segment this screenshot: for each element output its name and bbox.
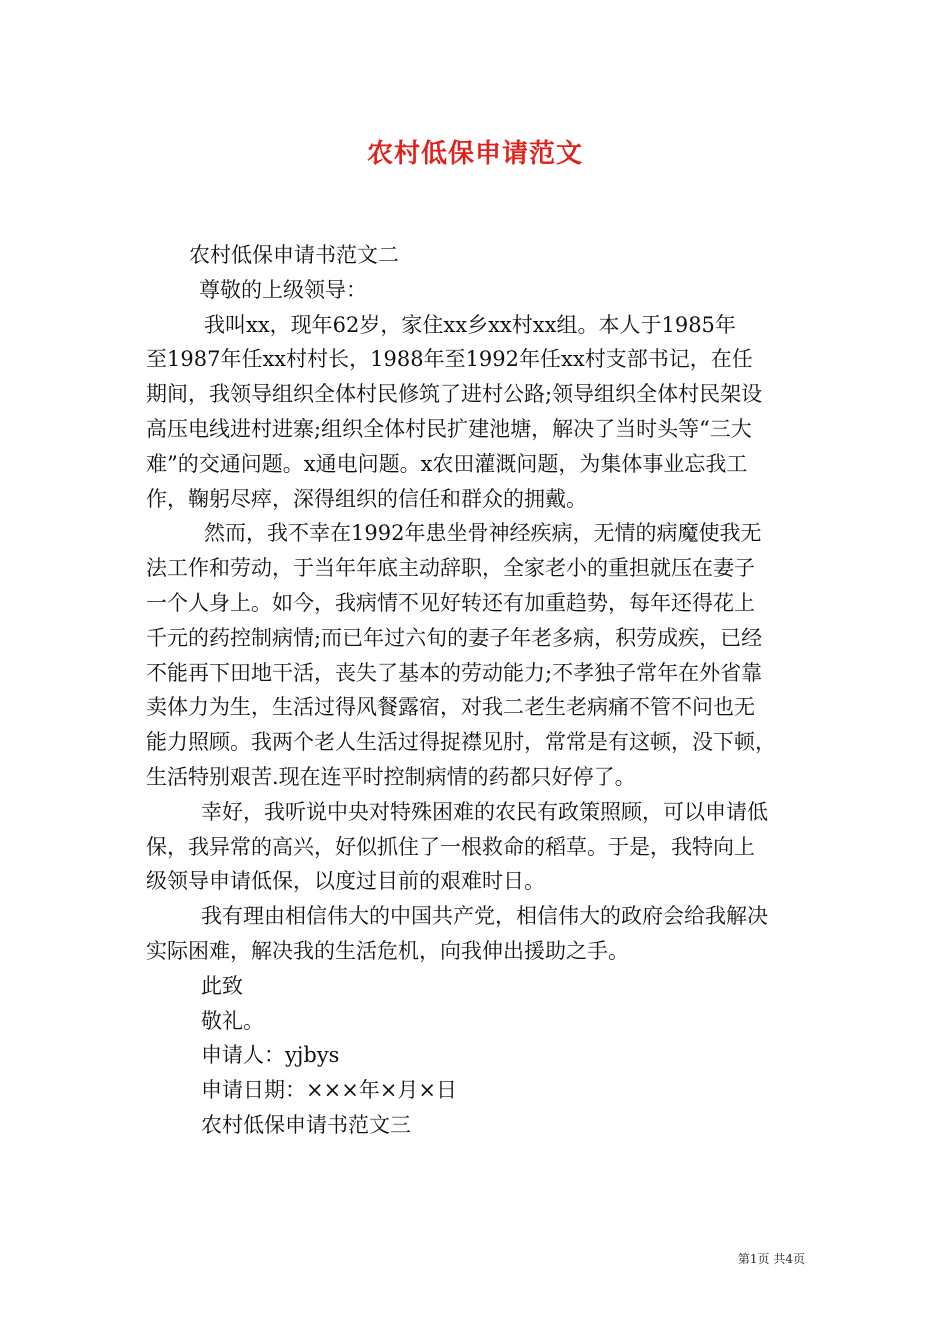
section-heading: 农村低保申请书范文二: [189, 243, 399, 267]
closing-line: 此致: [201, 973, 243, 998]
paragraph-line: 幸好，我听说中央对特殊困难的农民有政策照顾，可以申请低: [201, 799, 768, 824]
paragraph-line: 级领导申请低保，以度过目前的艰难时日。: [146, 869, 545, 894]
document-title: 农村低保申请范文: [366, 139, 583, 169]
paragraph-line: 高压电线进村进寨;组织全体村民扩建池塘，解决了当时头等“三大: [146, 416, 752, 441]
paragraph-line: 然而，我不幸在1992年患坐骨神经疾病，无情的病魔使我无: [204, 521, 762, 546]
paragraph-line: 期间，我领导组织全体村民修筑了进村公路;领导组织全体村民架设: [146, 382, 763, 407]
paragraph-line: 生活特别艰苦.现在连平时控制病情的药都只好停了。: [146, 764, 636, 789]
paragraph-line: 我有理由相信伟大的中国共产党，相信伟大的政府会给我解决: [201, 904, 768, 929]
paragraph-line: 法工作和劳动，于当年年底主动辞职，全家老小的重担就压在妻子: [146, 556, 755, 581]
paragraph-line: 至1987年任xx村村长，1988年至1992年任xx村支部书记，在任: [146, 347, 753, 372]
paragraph-line: 保，我异常的高兴，好似抓住了一根救命的稻草。于是，我特向上: [146, 834, 755, 859]
paragraph-line: 作，鞠躬尽瘁，深得组织的信任和群众的拥戴。: [146, 486, 587, 511]
page-number: 第1页 共4页: [737, 1252, 805, 1266]
applicant-line: 申请人：yjbys: [201, 1043, 340, 1068]
paragraph-line: 能力照顾。我两个老人生活过得捉襟见肘，常常是有这顿，没下顿，: [146, 730, 776, 755]
closing-line: 敬礼。: [201, 1008, 264, 1033]
paragraph-line: 不能再下田地干活，丧失了基本的劳动能力;不孝独子常年在外省靠: [146, 660, 763, 685]
salutation: 尊敬的上级领导：: [199, 277, 367, 302]
date-line: 申请日期：×××年×月×日: [201, 1078, 457, 1103]
paragraph-line: 难”的交通问题。x通电问题。x农田灌溉问题，为集体事业忘我工: [146, 451, 748, 476]
paragraph-line: 一个人身上。如今，我病情不见好转还有加重趋势，每年还得花上: [146, 590, 755, 615]
paragraph-line: 实际困难，解决我的生活危机，向我伸出援助之手。: [146, 938, 629, 963]
document-body: [146, 238, 810, 1143]
paragraph-line: 我叫xx，现年62岁，家住xx乡xx村xx组。本人于1985年: [204, 312, 736, 337]
paragraph-line: 卖体力为生，生活过得风餐露宿，对我二老生老病痛不管不问也无: [146, 695, 755, 720]
paragraph-line: 千元的药控制病情;而已年过六旬的妻子年老多病，积劳成疾，已经: [146, 625, 763, 650]
section-heading: 农村低保申请书范文三: [201, 1112, 411, 1137]
